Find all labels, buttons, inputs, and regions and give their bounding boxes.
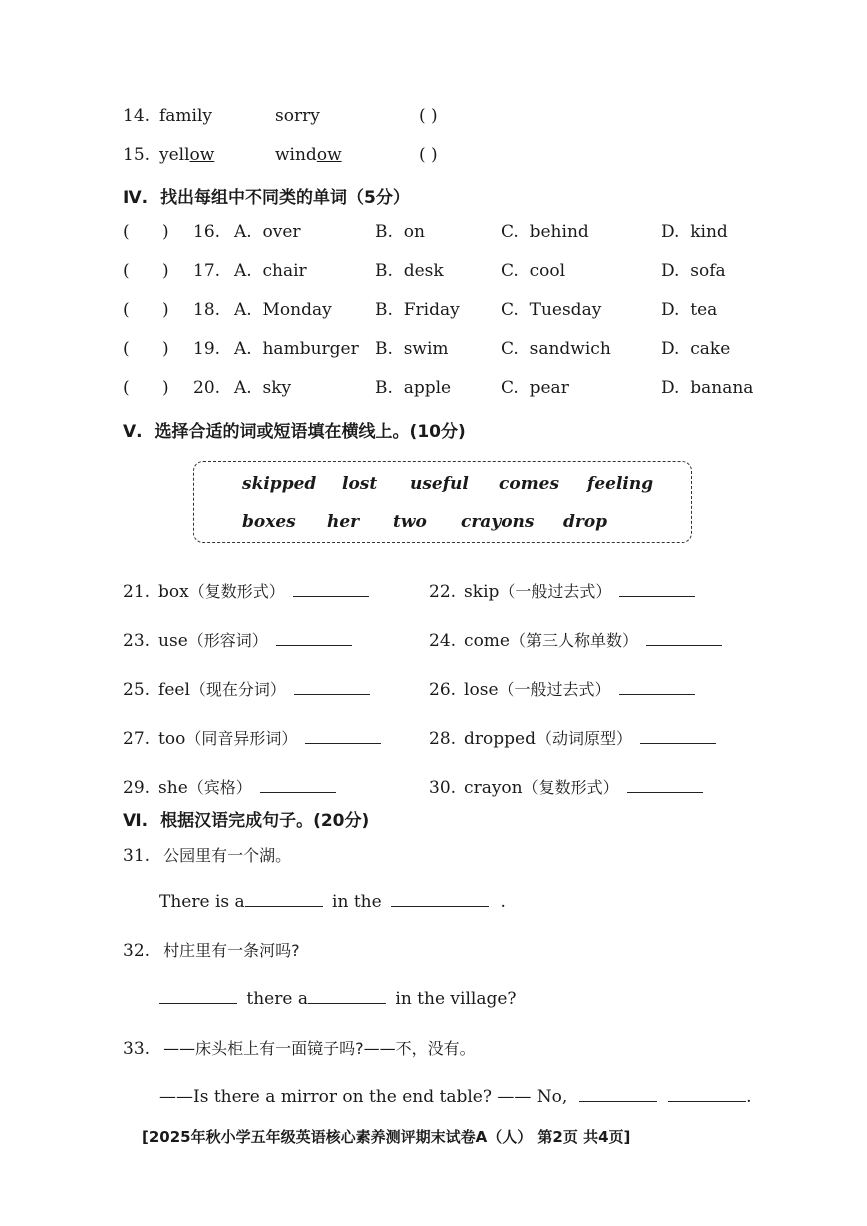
section5-heading: Ⅴ. 选择合适的词或短语填在横线上。(10分) xyxy=(123,422,466,442)
word-form-item xyxy=(123,775,336,798)
answer-blank[interactable] xyxy=(646,629,722,646)
base-word: skip xyxy=(464,582,500,602)
question-number: 19. xyxy=(193,339,221,359)
question-number: 20. xyxy=(193,378,221,398)
question-number: 25. xyxy=(123,680,151,700)
option-c: C. sandwich xyxy=(501,339,611,359)
word-family: family xyxy=(159,106,213,126)
form-hint: （复数形式） xyxy=(522,778,619,797)
question-number: 18. xyxy=(193,300,221,320)
form-hint: （宾格） xyxy=(187,778,252,797)
option-b: B. on xyxy=(375,222,425,242)
option-d: D. kind xyxy=(661,222,728,242)
base-word: lose xyxy=(464,680,499,700)
option-b: B. apple xyxy=(375,378,452,398)
blank[interactable] xyxy=(245,890,323,907)
base-word: crayon xyxy=(464,778,523,798)
form-hint: （动词原型） xyxy=(536,729,633,748)
option-d: D. cake xyxy=(661,339,731,359)
answer-blank[interactable] xyxy=(276,629,352,646)
option-a: A. sky xyxy=(234,378,292,398)
form-hint: （一般过去式） xyxy=(499,582,612,601)
question-number: 21. xyxy=(123,582,151,602)
option-d: D. banana xyxy=(661,378,754,398)
q32-sentence: there a in the village? xyxy=(159,987,517,1009)
form-hint: （第三人称单数） xyxy=(509,631,638,650)
word-form-item xyxy=(429,775,703,798)
answer-blank[interactable] xyxy=(640,727,716,744)
answer-blank[interactable] xyxy=(294,678,370,695)
form-hint: （一般过去式） xyxy=(498,680,611,699)
word-form-item xyxy=(123,628,352,651)
question-number: 17. xyxy=(193,261,221,281)
q33-sentence: ——Is there a mirror on the end table? —— No, . xyxy=(159,1087,752,1107)
base-word: dropped xyxy=(464,729,536,749)
option-b: B. Friday xyxy=(375,300,460,320)
section6-heading: Ⅵ. 根据汉语完成句子。(20分) xyxy=(123,811,370,831)
word-window: window xyxy=(275,145,342,165)
word-yellow: yellow xyxy=(159,145,215,165)
word-sorry: sorry xyxy=(275,106,320,126)
option-a: A. over xyxy=(234,222,301,242)
option-a: A. chair xyxy=(234,261,307,281)
answer-paren[interactable]: ( ) xyxy=(123,261,169,281)
word-form-item xyxy=(429,579,695,602)
form-hint: （同音异形词） xyxy=(185,729,298,748)
form-hint: （现在分词） xyxy=(189,680,286,699)
answer-paren[interactable]: ( ) xyxy=(419,145,438,165)
answer-paren[interactable]: ( ) xyxy=(123,378,169,398)
answer-paren[interactable]: ( ) xyxy=(123,300,169,320)
blank[interactable] xyxy=(159,987,237,1004)
question-number: 16. xyxy=(193,222,221,242)
base-word: use xyxy=(158,631,188,651)
option-d: D. sofa xyxy=(661,261,726,281)
q33: 33. ——床头柜上有一面镜子吗?——不，没有。 xyxy=(123,1039,476,1059)
question-number: 22. xyxy=(429,582,457,602)
word-form-item xyxy=(123,726,381,749)
blank[interactable] xyxy=(391,890,489,907)
section4-heading: Ⅳ. 找出每组中不同类的单词（5分） xyxy=(123,188,410,208)
option-d: D. tea xyxy=(661,300,718,320)
word-form-item xyxy=(429,677,695,700)
page-footer: [2025年秋小学五年级英语核心素养测评期末试卷A（人） 第2页 共4页] xyxy=(142,1128,631,1146)
blank[interactable] xyxy=(308,987,386,1004)
word-form-item xyxy=(429,628,722,651)
base-word: feel xyxy=(158,680,190,700)
item-14: 14. family sorry ( ) xyxy=(123,106,438,126)
answer-blank[interactable] xyxy=(305,727,381,744)
answer-paren[interactable]: ( ) xyxy=(123,222,169,242)
blank[interactable] xyxy=(579,1085,657,1102)
question-number: 29. xyxy=(123,778,151,798)
option-a: A. hamburger xyxy=(234,339,359,359)
answer-blank[interactable] xyxy=(619,580,695,597)
form-hint: （形容词） xyxy=(187,631,268,650)
item-15: 15. yellow window ( ) xyxy=(123,145,438,165)
question-number: 23. xyxy=(123,631,151,651)
word-form-item xyxy=(429,726,716,749)
option-c: C. pear xyxy=(501,378,569,398)
question-number: 27. xyxy=(123,729,151,749)
answer-blank[interactable] xyxy=(619,678,695,695)
option-c: C. cool xyxy=(501,261,566,281)
blank[interactable] xyxy=(668,1085,746,1102)
option-c: C. Tuesday xyxy=(501,300,602,320)
question-number: 30. xyxy=(429,778,457,798)
option-b: B. desk xyxy=(375,261,444,281)
question-number: 24. xyxy=(429,631,457,651)
word-form-item xyxy=(123,677,370,700)
answer-blank[interactable] xyxy=(627,776,703,793)
option-b: B. swim xyxy=(375,339,449,359)
option-c: C. behind xyxy=(501,222,589,242)
answer-paren[interactable]: ( ) xyxy=(123,339,169,359)
q31-sentence: There is a in the . xyxy=(159,892,506,912)
form-hint: （复数形式） xyxy=(188,582,285,601)
question-number: 28. xyxy=(429,729,457,749)
answer-blank[interactable] xyxy=(260,776,336,793)
base-word: box xyxy=(158,582,189,602)
answer-blank[interactable] xyxy=(293,580,369,597)
base-word: come xyxy=(464,631,510,651)
q31: 31. 公园里有一个湖。 xyxy=(123,846,292,866)
question-number: 26. xyxy=(429,680,457,700)
option-a: A. Monday xyxy=(234,300,332,320)
base-word: she xyxy=(158,778,188,798)
base-word: too xyxy=(158,729,186,749)
q32: 32. 村庄里有一条河吗? xyxy=(123,941,300,961)
word-form-item xyxy=(123,579,369,602)
answer-paren[interactable]: ( ) xyxy=(419,106,438,126)
